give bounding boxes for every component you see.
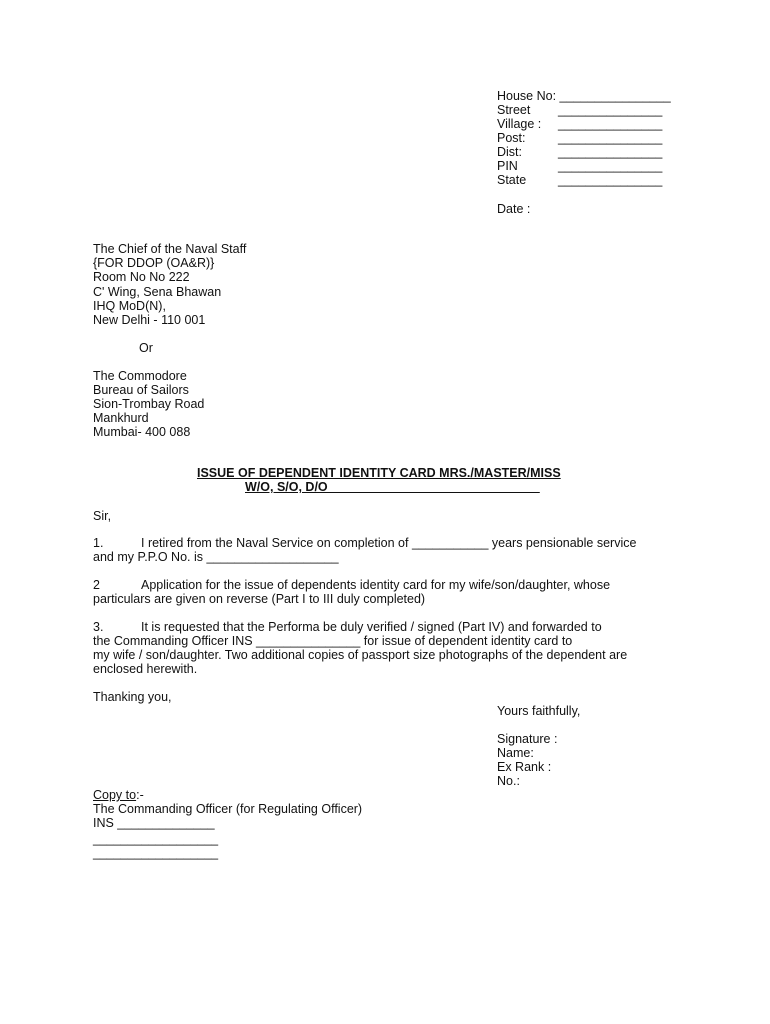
copy-line: The Commanding Officer (for Regulating Officer) xyxy=(93,802,363,816)
street-label: Street xyxy=(497,103,531,117)
salutation: Sir, xyxy=(93,509,112,523)
recipient-line: Mumbai- 400 088 xyxy=(93,425,191,439)
paragraph-text: It is requested that the Performa be duly verified / signed (Part IV) and forwarded to xyxy=(141,620,602,634)
name-label: Name: xyxy=(497,746,534,760)
dist-blank: _______________ xyxy=(558,145,663,159)
copy-to-heading xyxy=(93,788,144,802)
recipient-line: Bureau of Sailors xyxy=(93,383,189,397)
date-label: Date : xyxy=(497,202,531,216)
paragraph-text: Application for the issue of dependents identity card for my wife/son/daughter, whose xyxy=(141,578,611,592)
recipient-line: Mankhurd xyxy=(93,411,149,425)
post-label: Post: xyxy=(497,131,526,145)
copy-to-suffix: :- xyxy=(136,788,144,802)
copy-line: __________________ xyxy=(93,846,219,860)
state-blank: _______________ xyxy=(558,173,663,187)
paragraph-text: my wife / son/daughter. Two additional copies of passport size photographs of the dependent are xyxy=(93,648,628,662)
recipient-line: The Chief of the Naval Staff xyxy=(93,242,247,256)
recipient-line: Sion-Trombay Road xyxy=(93,397,205,411)
paragraph-text: I retired from the Naval Service on completion of ___________ years pensionable service xyxy=(141,536,637,550)
subject-line-1: ISSUE OF DEPENDENT IDENTITY CARD MRS./MASTER/MISS xyxy=(197,466,561,480)
recipient-line: C' Wing, Sena Bhawan xyxy=(93,285,222,299)
recipient-line: Room No No 222 xyxy=(93,270,190,284)
paragraph-text: enclosed herewith. xyxy=(93,662,198,676)
house-no-line: House No: ________________ xyxy=(497,89,671,103)
subject-line-2: W/O, S/O, D/O ______________________________ xyxy=(245,480,540,494)
state-label: State xyxy=(497,173,527,187)
number-label: No.: xyxy=(497,774,520,788)
recipient-line: The Commodore xyxy=(93,369,187,383)
copy-line: INS ______________ xyxy=(93,816,215,830)
paragraph-number: 1. xyxy=(93,536,104,550)
post-blank: _______________ xyxy=(558,131,663,145)
paragraph-text: and my P.P.O No. is ___________________ xyxy=(93,550,339,564)
recipient-line: New Delhi - 110 001 xyxy=(93,313,206,327)
ex-rank-label: Ex Rank : xyxy=(497,760,552,774)
copy-line: __________________ xyxy=(93,832,219,846)
pin-blank: _______________ xyxy=(558,159,663,173)
or-text: Or xyxy=(139,341,153,355)
village-blank: _______________ xyxy=(558,117,663,131)
pin-label: PIN xyxy=(497,159,518,173)
signature-label: Signature : xyxy=(497,732,558,746)
thanking-text: Thanking you, xyxy=(93,690,172,704)
dist-label: Dist: xyxy=(497,145,522,159)
street-blank: _______________ xyxy=(558,103,663,117)
paragraph-number: 2 xyxy=(93,578,100,592)
recipient-line: {FOR DDOP (OA&R)} xyxy=(93,256,215,270)
yours-faithfully: Yours faithfully, xyxy=(497,704,581,718)
recipient-line: IHQ MoD(N), xyxy=(93,299,166,313)
paragraph-number: 3. xyxy=(93,620,104,634)
paragraph-text: particulars are given on reverse (Part I to III duly completed) xyxy=(93,592,426,606)
paragraph-text: the Commanding Officer INS _______________ for issue of dependent identity card to xyxy=(93,634,573,648)
village-label: Village : xyxy=(497,117,542,131)
copy-to-label: Copy to xyxy=(93,788,137,802)
